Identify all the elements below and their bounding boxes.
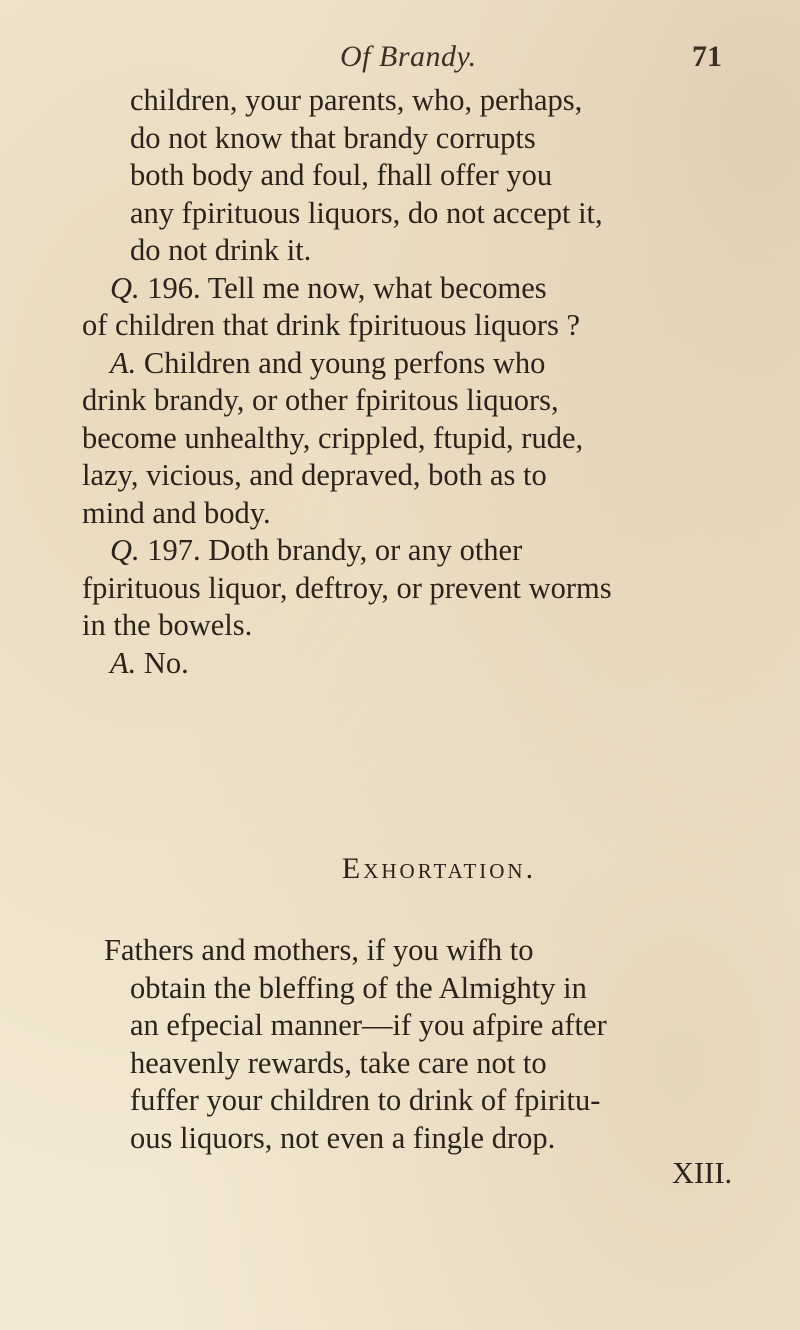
text-line: lazy, vicious, and depraved, both as to (82, 458, 547, 492)
catechism-text (82, 82, 762, 682)
exhortation-paragraph (82, 932, 782, 1157)
text-line: Fathers and mothers, if you wifh to (104, 933, 534, 967)
text-line: do not drink it. (130, 233, 312, 267)
answer-196 (82, 345, 762, 383)
question-197 (82, 532, 762, 570)
text-line: any fpirituous liquors, do not accept it, (130, 195, 603, 230)
answer-label: A. (110, 345, 137, 380)
page-number: 71 (692, 40, 722, 73)
running-title: Of Brandy. (340, 40, 477, 73)
text-line: ous liquors, not even a fingle drop. (130, 1120, 556, 1155)
question-196 (82, 270, 762, 308)
text-line: an efpecial manner—if you afpire after (130, 1008, 607, 1042)
text-line: heavenly rewards, take care not to (130, 1045, 547, 1080)
question-label: Q. (110, 533, 140, 567)
text-line: in the bowels. (82, 608, 253, 642)
question-text: 196. Tell me now, what becomes (139, 270, 547, 305)
question-text: 197. Doth brandy, or any other (139, 533, 523, 567)
text-line: fuffer your children to drink of fpiritu- (130, 1083, 601, 1117)
question-label: Q. (110, 270, 140, 305)
answer-label: A. (110, 645, 137, 680)
text-line: of children that drink fpirituous liquors ? (82, 308, 581, 342)
catchword: XIII. (672, 1156, 733, 1190)
text-line: both body and foul, fhall offer you (130, 158, 553, 192)
answer-197 (82, 645, 762, 683)
text-line: children, your parents, who, perhaps, (130, 83, 583, 117)
text-line: obtain the bleffing of the Almighty in (130, 970, 587, 1005)
text-line: mind and body. (82, 495, 271, 530)
heading-text: Exhortation. (341, 852, 537, 885)
section-heading (0, 852, 800, 886)
text-line: become unhealthy, crippled, ftupid, rude, (82, 420, 584, 455)
running-head (0, 40, 800, 80)
text-line: drink brandy, or other fpiritous liquors, (82, 383, 559, 417)
text-line: do not know that brandy corrupts (130, 120, 536, 155)
answer-text: No. (136, 645, 189, 680)
answer-text: Children and young perfons who (136, 345, 546, 380)
text-line: fpirituous liquor, deftroy, or prevent worms (82, 570, 612, 605)
